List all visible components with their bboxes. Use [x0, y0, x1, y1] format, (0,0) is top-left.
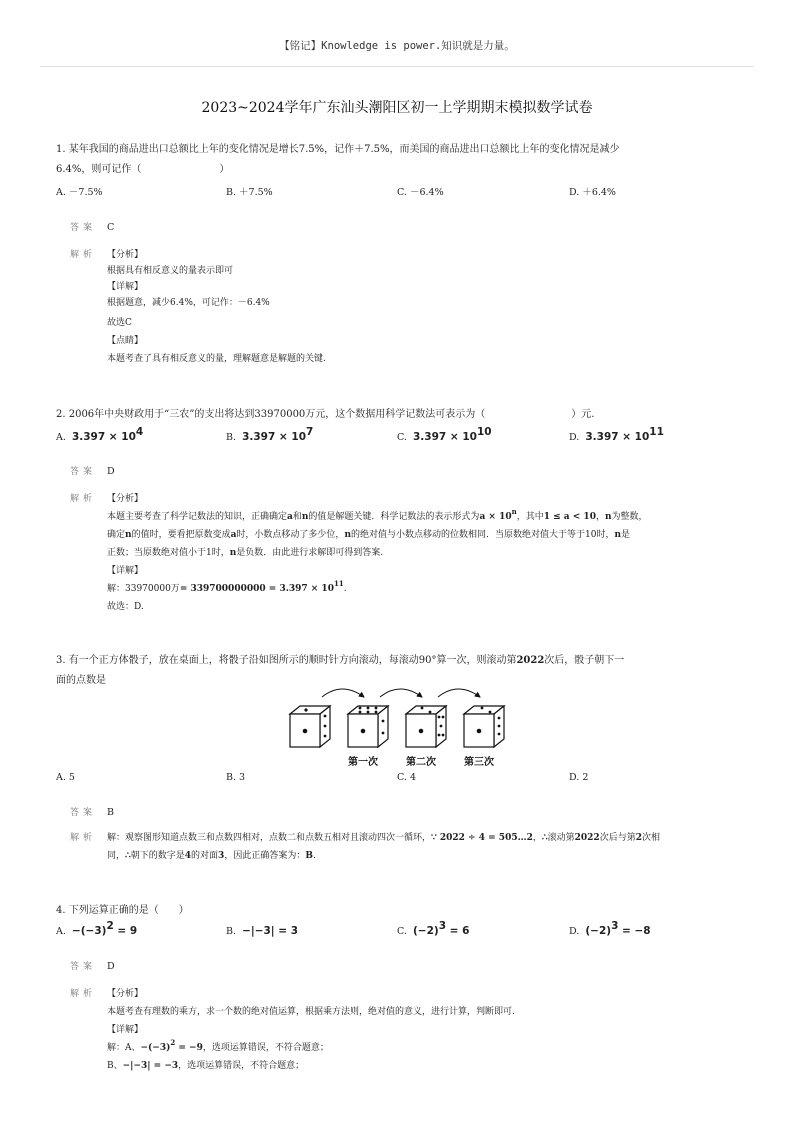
option-math: −(−3) — [71, 925, 107, 937]
q4-solution-line: 【分析】 — [107, 989, 144, 999]
math: ∴ — [125, 851, 131, 861]
q1-solution-line: 故选C — [107, 318, 132, 328]
q2-solution-line — [107, 579, 347, 596]
math: n — [301, 512, 309, 522]
q1-option-d: D. ＋6.4% — [569, 187, 616, 198]
math-exponent: 2 — [170, 1038, 176, 1047]
q3-answer: B — [107, 807, 114, 818]
q3-analysis-label: 解析 — [70, 833, 97, 843]
option-prefix: A. — [56, 926, 66, 937]
option-math: 3.397 × 10 — [242, 431, 306, 443]
q1-solution-line: 本题考查了具有相反意义的量，理解题意是解题的关键. — [107, 354, 326, 364]
q4-answer-label: 答案 — [70, 962, 97, 972]
math: = 339700000000 = 3.397 × 10 — [179, 584, 334, 594]
q2-stem-text: 2. 2006年中央财政用于“三农”的支出将达到33970000万元，这个数据用科学记数法可表示为（ — [56, 409, 486, 420]
q2-answer-label: 答案 — [70, 467, 97, 477]
text: B、 — [107, 1061, 123, 1071]
die-initial — [290, 706, 330, 747]
text: 次相 — [641, 833, 660, 843]
q4-solution-line — [107, 1038, 329, 1055]
dice-rolling-figure — [282, 683, 522, 773]
text: ，其中 — [516, 512, 544, 522]
text: ， — [532, 833, 542, 843]
q1-answer: C — [107, 222, 115, 233]
figure-label-first: 第一次 — [348, 757, 378, 768]
option-exponent: 3 — [438, 920, 447, 932]
q2-solution-line — [107, 507, 648, 524]
q2-solution-line — [107, 528, 630, 542]
math: n — [229, 548, 237, 558]
die-roll-2 — [406, 706, 446, 747]
option-prefix: B. — [226, 432, 237, 443]
q2-option-b — [226, 426, 314, 445]
option-exponent: 4 — [135, 426, 144, 438]
text: 本题主要考查了科学记数法的知识，正确确定 — [107, 512, 288, 522]
option-exponent: 3 — [611, 920, 619, 932]
option-math: 3.397 × 10 — [413, 431, 477, 443]
text: 滚动第 — [547, 833, 575, 843]
q3-stem-line2: 面的点数是 — [56, 675, 106, 686]
roll-arrow — [438, 689, 480, 697]
q1-option-a: A. －7.5% — [56, 187, 103, 198]
q1-option-b: B. ＋7.5% — [226, 187, 273, 198]
q1-analysis-label: 解析 — [70, 250, 97, 260]
q4-answer: D — [107, 961, 115, 972]
text: ，选项运算错误，不符合题意； — [202, 1043, 329, 1053]
text: ，因此正确答案为： — [224, 851, 306, 861]
math-exponent: n — [511, 507, 517, 516]
option-exponent: 7 — [306, 426, 314, 438]
option-math: −|−3| = 3 — [242, 925, 299, 937]
text: 解：33970000万 — [107, 584, 180, 594]
header-divider — [40, 66, 754, 67]
math: −|−3| = −3 — [122, 1061, 179, 1071]
text: . — [343, 584, 347, 594]
q1-solution-line: 【点睛】 — [107, 336, 144, 346]
q4-stem: 4. 下列运算正确的是（ ） — [56, 905, 189, 916]
q4-solution-line: 本题考查有理数的乘方，求一个数的绝对值运算，根据乘方法则，绝对值的意义，进行计算，判断即可. — [107, 1007, 515, 1017]
text: ， — [595, 512, 605, 522]
math: 4 — [184, 851, 192, 861]
q2-stem — [56, 408, 594, 422]
option-math: = −8 — [618, 925, 651, 937]
q1-stem-line1: 1. 某年我国的商品进出口总额比上年的变化情况是增长7.5%，记作＋7.5%，而美国的商品进出口总额比上年的变化情况是减少 — [56, 144, 620, 155]
q1-solution-line: 根据题意，减少6.4%，可记作：－6.4% — [107, 298, 270, 308]
figure-label-third: 第三次 — [464, 757, 494, 768]
die-roll-3 — [464, 706, 504, 747]
text: 的绝对值与小数点移动的位数相同．当原数绝对值大于等于10时， — [350, 530, 615, 540]
option-exponent: 2 — [106, 920, 114, 932]
q3-option-d: D. 2 — [569, 772, 589, 783]
text: 是负数．由此进行求解即可得到答案. — [236, 548, 384, 558]
q4-option-b — [226, 924, 298, 939]
math: a — [230, 530, 237, 540]
figure-label-second: 第二次 — [406, 757, 436, 768]
q4-option-d — [569, 920, 651, 939]
text: 次后与第 — [599, 833, 636, 843]
option-prefix: A. — [56, 432, 66, 443]
q3-stem-line1 — [56, 654, 624, 668]
math: n — [344, 530, 351, 540]
math-exponent: 11 — [333, 579, 344, 588]
math: n — [125, 530, 132, 540]
math: −(−3) — [140, 1043, 171, 1053]
q1-option-c: C. －6.4% — [397, 187, 444, 198]
page-header: 【铭记】Knowledge is power.知识就是力量。 — [279, 40, 515, 52]
q3-option-b: B. 3 — [226, 772, 246, 783]
text: 朝下的数字是 — [130, 851, 185, 861]
math: 3 — [218, 851, 225, 861]
q4-solution-line: 【详解】 — [107, 1025, 144, 1035]
math: n — [604, 512, 612, 522]
q2-solution-line: 【详解】 — [107, 566, 144, 576]
option-exponent: 11 — [649, 426, 664, 438]
text: 解：观察图形知道点数三和点数四相对，点数二和点数五相对且滚动四次一循环， — [107, 833, 432, 843]
option-math: (−2) — [413, 925, 439, 937]
option-prefix: B. — [226, 926, 237, 937]
option-prefix: D. — [569, 926, 580, 937]
option-math: 3.397 × 10 — [71, 431, 136, 443]
q3-option-a: A. 5 — [56, 772, 75, 783]
text: 为整数， — [611, 512, 648, 522]
option-math: (−2) — [585, 925, 612, 937]
math: 2022 — [574, 833, 600, 843]
q4-analysis-label: 解析 — [70, 989, 97, 999]
text: 和 — [292, 512, 302, 522]
text: 的值时，要看把原数变成 — [131, 530, 231, 540]
q2-option-a — [56, 426, 144, 445]
text: 次后，骰子朝下一 — [544, 655, 625, 666]
q3-answer-label: 答案 — [70, 808, 97, 818]
q3-option-c: C. 4 — [397, 772, 417, 783]
dice-diagram — [282, 683, 522, 773]
q1-answer-label: 答案 — [70, 223, 97, 233]
text: 是 — [621, 530, 631, 540]
q2-solution-line — [107, 546, 383, 560]
q2-stem-close: ）元. — [571, 409, 595, 420]
q2-option-c — [397, 426, 492, 445]
page-title: 2023~2024学年广东汕头潮阳区初一上学期期末模拟数学试卷 — [201, 100, 593, 116]
q1-stem-line2 — [56, 163, 229, 177]
text: . — [312, 851, 316, 861]
math: B — [305, 851, 313, 861]
option-math: = 9 — [113, 925, 138, 937]
q1-solution-line: 【详解】 — [107, 282, 144, 292]
q1-solution-line: 【分析】 — [107, 250, 144, 260]
option-exponent: 10 — [476, 426, 492, 438]
q2-answer: D — [107, 466, 115, 477]
math: a × 10 — [479, 512, 512, 522]
text: 同， — [107, 851, 126, 861]
option-prefix: C. — [397, 432, 407, 443]
text: 解：A、 — [107, 1043, 141, 1053]
q4-option-a — [56, 920, 138, 939]
text: 正数；当原数绝对值小于1时， — [107, 548, 230, 558]
text: 的值是解题关键．科学记数法的表示形式为 — [308, 512, 480, 522]
math: a — [287, 512, 293, 522]
q2-solution-line: 【分析】 — [107, 494, 144, 504]
text: 时，小数点移动了多少位， — [236, 530, 345, 540]
q1-stem-close: ） — [219, 164, 230, 175]
text: 3. 有一个正方体骰子，放在桌面上，将骰子沿如图所示的顺时针方向滚动，每滚动90°算一次，则滚动第 — [56, 655, 517, 666]
text: 的对面 — [191, 851, 219, 861]
q3-solution-line — [107, 849, 316, 863]
option-prefix: C. — [397, 926, 407, 937]
math: 1 ≤ a < 10 — [543, 512, 596, 522]
math: 2 — [635, 833, 642, 843]
option-prefix: D. — [569, 432, 580, 443]
math: ∴ — [541, 833, 548, 843]
q2-option-d — [569, 426, 664, 445]
math: 2022 — [516, 655, 545, 666]
math: = −9 — [175, 1043, 203, 1053]
math: n — [614, 530, 621, 540]
q3-solution-line — [107, 831, 660, 845]
option-math: 3.397 × 10 — [585, 431, 650, 443]
q2-analysis-label: 解析 — [70, 494, 97, 504]
roll-arrow — [380, 689, 422, 697]
option-math: = 6 — [446, 925, 470, 937]
q1-solution-line: 根据具有相反意义的量表示即可 — [107, 266, 234, 276]
math: ∵ 2022 ÷ 4 = 505…2 — [431, 833, 533, 843]
text: ，选项运算错误，不符合题意； — [178, 1061, 305, 1071]
q1-stem-text: 6.4%，则可记作（ — [56, 164, 142, 175]
die-roll-1 — [348, 706, 388, 747]
text: 确定 — [107, 530, 126, 540]
q2-solution-line: 故选：D. — [107, 602, 144, 612]
q4-solution-line — [107, 1059, 304, 1073]
q4-option-c — [397, 920, 470, 939]
roll-arrow — [322, 689, 364, 697]
